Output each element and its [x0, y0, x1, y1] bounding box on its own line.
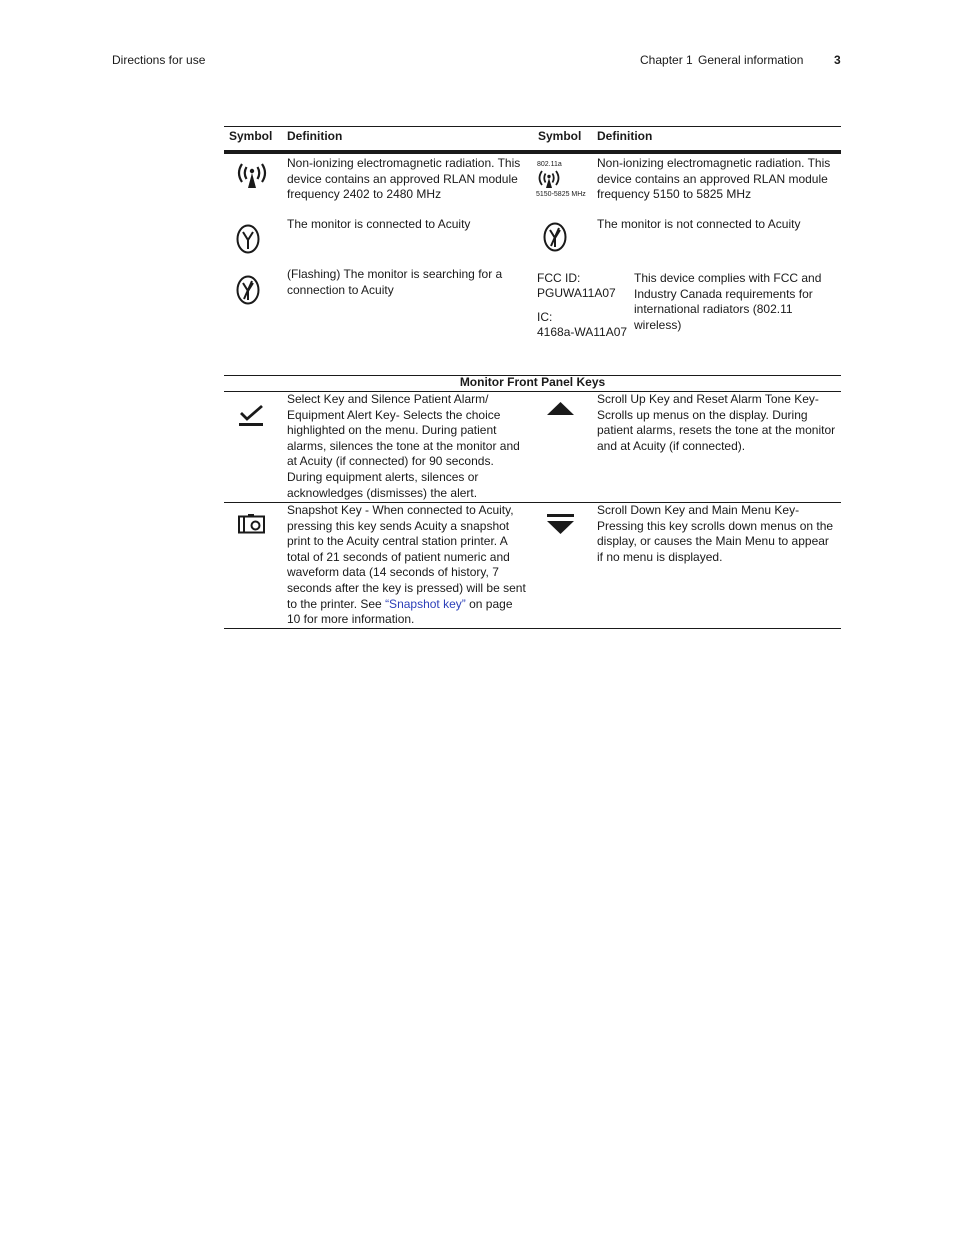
- column-header-symbol: Symbol: [229, 129, 273, 143]
- acuity-searching-icon: [236, 275, 260, 305]
- acuity-not-connected-icon: [543, 222, 567, 252]
- keys-table-title: Monitor Front Panel Keys: [459, 375, 606, 389]
- rf-radiation-icon: [537, 168, 561, 190]
- select-check-icon: [238, 405, 265, 429]
- rf-radiation-icon: [234, 160, 270, 190]
- running-header-section: General information: [698, 53, 804, 67]
- ic-id-label: IC:: [537, 310, 553, 324]
- key-description: Scroll Up Key and Reset Alarm Tone Key- Scrolls up menus on the display. During patient alarms, resets the tone at the monitor and at Acuity (if connected).: [597, 392, 836, 453]
- column-header-definition: Definition: [287, 129, 343, 143]
- scroll-up-icon: [547, 402, 574, 416]
- symbol-definition: The monitor is connected to Acuity: [287, 217, 471, 231]
- symbol-definition: Non-ionizing electromagnetic radiation. This device contains an approved RLAN module frequency 2402 to 2480 MHz: [287, 156, 521, 202]
- column-header-definition: Definition: [597, 129, 653, 143]
- symbol-definition: The monitor is not connected to Acuity: [597, 217, 801, 231]
- keys-table-bottom-rule: [224, 628, 841, 629]
- symbol-definition: Non-ionizing electromagnetic radiation. This device contains an approved RLAN module frequency 5150 to 5825 MHz: [597, 156, 831, 202]
- key-description: Select Key and Silence Patient Alarm/ Equipment Alert Key- Selects the choice highlighted on the menu. During patient alarms, silences the tone at the monitor and at Acuity (if connected) for 90 seconds. During equipment alerts, silences or acknowledges (dismisses) the alert.: [287, 392, 520, 500]
- table-header-rule: [224, 150, 841, 154]
- fcc-id-label: FCC ID:: [537, 271, 581, 285]
- symbol-definition: This device complies with FCC and Industry Canada requirements for international radiators (802.11 wireless): [634, 271, 822, 332]
- rf-frequency-label: 5150-5825 MHz: [536, 191, 586, 198]
- column-header-symbol: Symbol: [538, 129, 582, 143]
- key-description-text: on page 10 for more information.: [287, 596, 513, 627]
- key-description: [287, 503, 529, 628]
- scroll-down-icon: [547, 514, 574, 535]
- fcc-id-value: PGUWA11A07: [537, 286, 616, 300]
- running-header-chapter: Chapter 1: [640, 53, 693, 67]
- ic-id-value: 4168a-WA11A07: [537, 325, 628, 339]
- table-top-rule: [224, 126, 841, 127]
- key-description-text: Snapshot Key - When connected to Acuity, pressing this key sends Acuity a snapshot print to the Acuity central station printer. A total of 21 seconds of patient numeric and waveform data (14 seconds of history, 7 seconds after the key is pressed) will be sent to the printer. See: [287, 503, 526, 611]
- snapshot-key-link[interactable]: “Snapshot key”: [385, 596, 466, 611]
- key-description: Scroll Down Key and Main Menu Key- Pressing this key scrolls down menus on the display, or causes the Main Menu to appear if no menu is displayed.: [597, 503, 834, 564]
- rf-band-label: 802.11a: [537, 161, 562, 168]
- page-number: 3: [834, 53, 841, 67]
- running-header-title: Directions for use: [112, 53, 206, 67]
- symbol-definition: (Flashing) The monitor is searching for a connection to Acuity: [287, 267, 503, 297]
- snapshot-camera-icon: [238, 514, 265, 534]
- acuity-connected-icon: [236, 224, 260, 254]
